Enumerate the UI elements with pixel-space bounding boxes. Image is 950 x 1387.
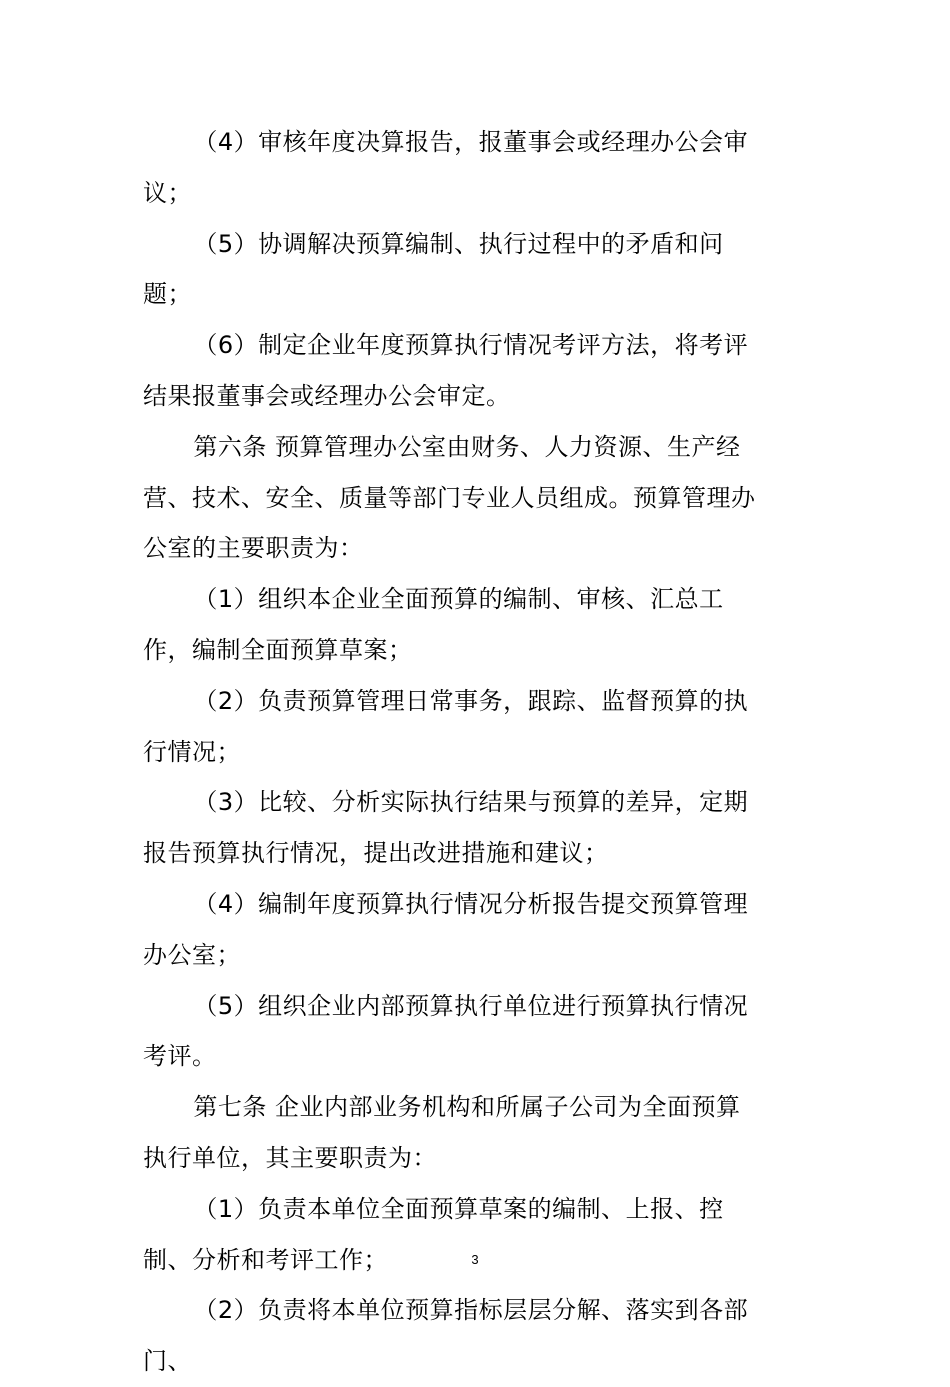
paragraph-article-7: 第七条 企业内部业务机构和所属子公司为全面预算执行单位，其主要职责为：: [143, 1093, 741, 1172]
paragraph-item-4-review: （4）审核年度决算报告，报董事会或经理办公会审议；: [143, 128, 749, 207]
paragraph-unit-item-2: （2）负责将本单位预算指标层层分解、落实到各部门、: [143, 1296, 749, 1376]
paragraph-office-item-3: （3）比较、分析实际执行结果与预算的差异，定期报告预算执行情况，提出改进措施和建议；: [143, 788, 749, 868]
paragraph-office-item-1: （1）组织本企业全面预算的编制、审核、汇总工作，编制全面预算草案；: [143, 585, 724, 664]
paragraph-unit-item-1: （1）负责本单位全面预算草案的编制、上报、控制、分析和考评工作；: [143, 1194, 724, 1274]
page-number: 3: [471, 1252, 479, 1267]
paragraph-office-item-2: （2）负责预算管理日常事务，跟踪、监督预算的执行情况；: [143, 686, 749, 766]
paragraph-office-item-4: （4）编制年度预算执行情况分析报告提交预算管理办公室；: [143, 889, 749, 969]
paragraph-item-6-evaluation: （6）制定企业年度预算执行情况考评方法，将考评结果报董事会或经理办公会审定。: [143, 331, 749, 410]
paragraph-office-item-5: （5）组织企业内部预算执行单位进行预算执行情况考评。: [143, 991, 749, 1071]
body-text: [143, 117, 763, 1387]
paragraph-item-5-coordinate: （5）协调解决预算编制、执行过程中的矛盾和问题；: [143, 229, 724, 309]
paragraph-article-6: 第六条 预算管理办公室由财务、人力资源、生产经营、技术、安全、质量等部门专业人员组成。预算管理办公室的主要职责为：: [143, 432, 756, 563]
